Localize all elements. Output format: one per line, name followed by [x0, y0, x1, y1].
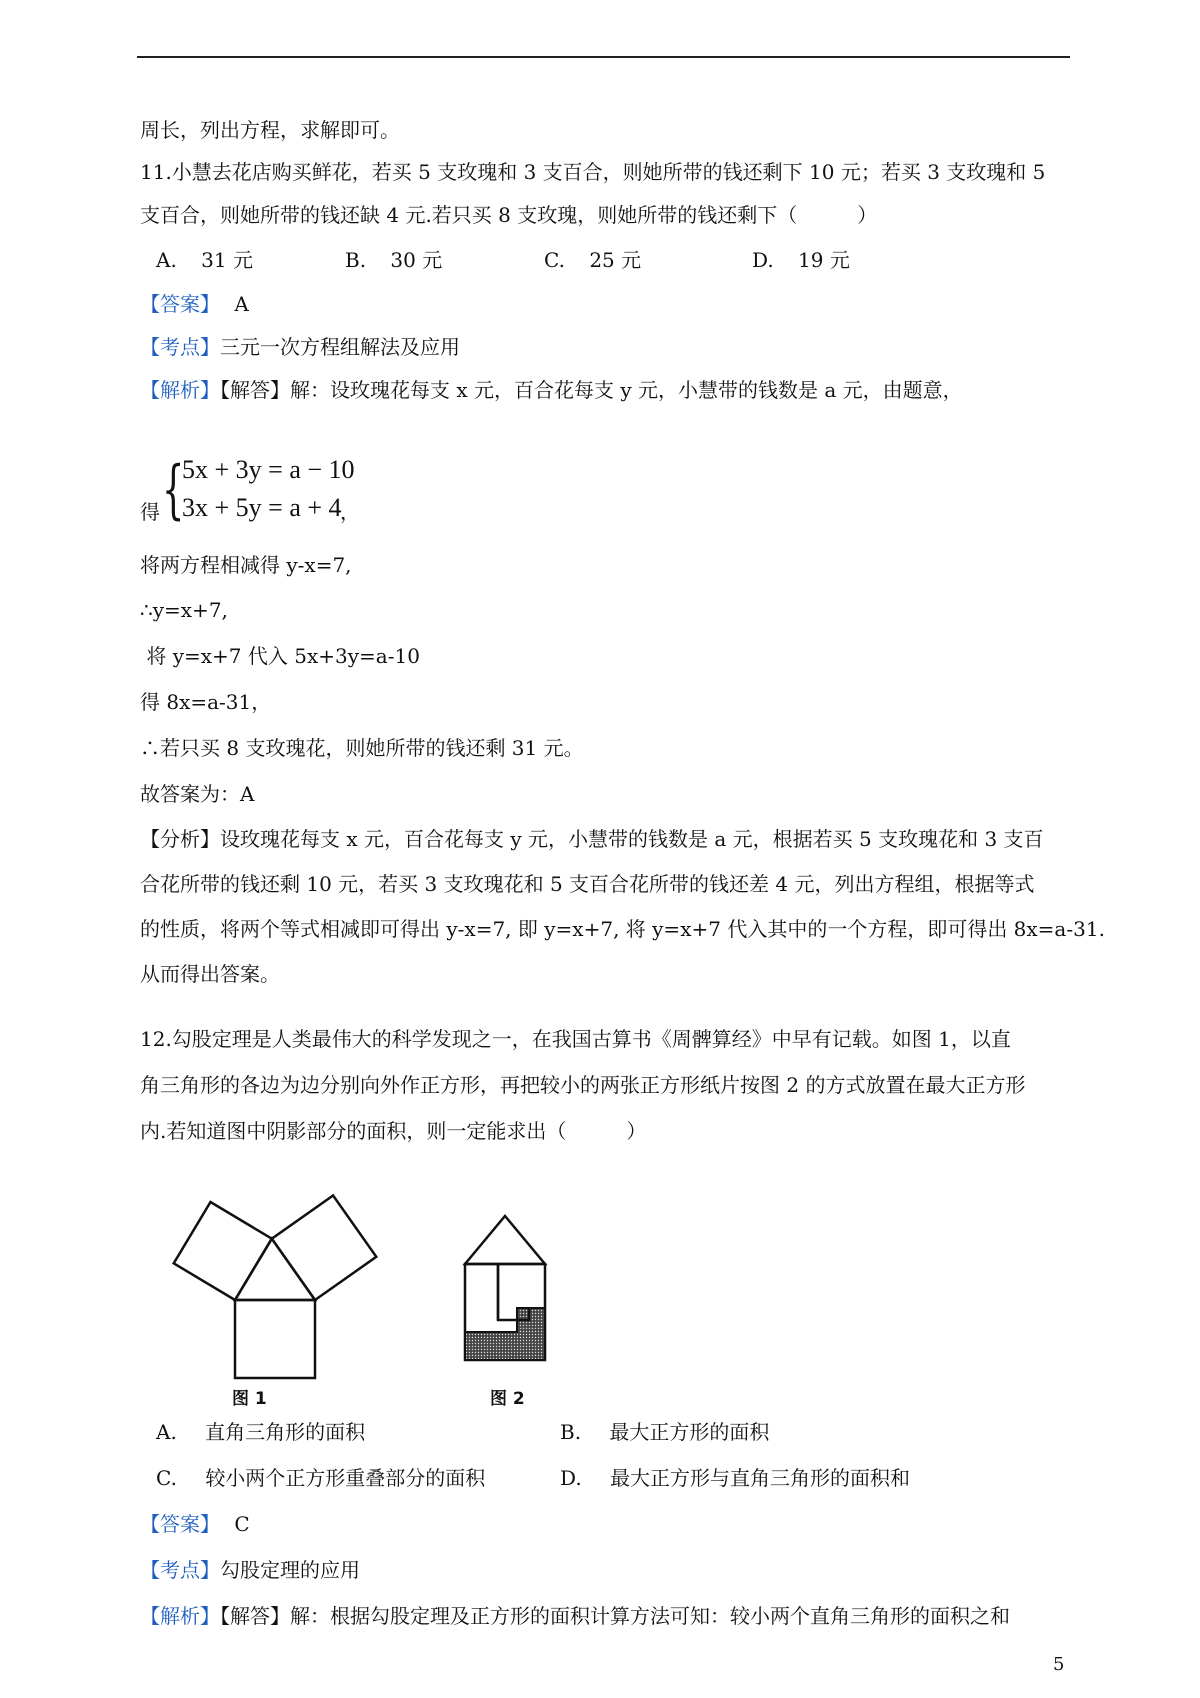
q11-step-1: 将两方程相减得 y-x=7,	[140, 553, 352, 577]
q11-option-d-text: 19 元	[798, 248, 850, 272]
q11-option-d	[752, 248, 850, 272]
q11-analysis-tag: 【解析】	[140, 378, 220, 402]
q11-option-a-text: 31 元	[201, 248, 253, 272]
q12-stem-line1: 12.勾股定理是人类最伟大的科学发现之一，在我国古算书《周髀算经》中早有记载。如图 1，以直	[140, 1027, 1011, 1051]
q11-option-c-text: 25 元	[589, 248, 642, 272]
header-rule	[137, 56, 1070, 58]
equation-2: 3x + 5y = a + 4	[182, 493, 342, 522]
q11-option-b-letter: B.	[345, 248, 367, 272]
q11-step-6: 故答案为：A	[140, 782, 255, 806]
q12-option-b-letter: B.	[560, 1420, 582, 1444]
q12-option-d-text: 最大正方形与直角三角形的面积和	[610, 1466, 911, 1490]
q11-fenxi-text1: 设玫瑰花每支 x 元，百合花每支 y 元，小慧带的钱数是 a 元，根据若买 5 支玫瑰花和 3 支百	[220, 827, 1044, 851]
q12-option-c-text: 较小两个正方形重叠部分的面积	[205, 1466, 486, 1490]
q11-option-b	[345, 248, 442, 272]
q11-option-b-text: 30 元	[390, 248, 443, 272]
q11-answer	[140, 292, 249, 316]
q11-fenxi-line3: 的性质，将两个等式相减即可得出 y-x=7, 即 y=x+7, 将 y=x+7 代入其中的一个方程，即可得出 8x=a-31.	[140, 917, 1105, 941]
q11-step-3: 将 y=x+7 代入 5x+3y=a-10	[140, 644, 420, 668]
q11-fenxi-tag: 【分析】	[140, 827, 220, 851]
q11-de-label: 得	[140, 500, 160, 524]
q12-option-d-letter: D.	[560, 1466, 582, 1490]
q11-option-a-letter: A.	[156, 248, 177, 272]
equation-brace: {	[162, 453, 185, 527]
q11-option-a	[156, 248, 253, 272]
q11-fenxi-line2: 合花所带的钱还剩 10 元，若买 3 支玫瑰花和 5 支百合花所带的钱还差 4 元，列出方程组，根据等式	[140, 872, 1035, 896]
q12-stem-line2: 角三角形的各边为边分别向外作正方形，再把较小的两张正方形纸片按图 2 的方式放置在最大正方形	[140, 1073, 1026, 1097]
prev-solution-tail: 周长，列出方程，求解即可。	[140, 118, 400, 142]
equation-comma: ，	[340, 500, 360, 524]
q12-option-a-letter: A.	[156, 1420, 177, 1444]
q11-fenxi-line4: 从而得出答案。	[140, 962, 280, 986]
q11-point	[140, 335, 460, 359]
q11-step-4: 得 8x=a-31，	[140, 690, 272, 714]
q12-option-c	[156, 1466, 485, 1490]
q11-option-c-letter: C.	[544, 248, 565, 272]
q11-option-c	[544, 248, 641, 272]
q11-analysis	[140, 378, 963, 402]
q12-answer	[140, 1512, 250, 1536]
figure-2	[462, 1210, 562, 1380]
q11-analysis-intro: 【解答】解：设玫瑰花每支 x 元，百合花每支 y 元，小慧带的钱数是 a 元，由题意，	[220, 378, 963, 402]
q12-point-tag: 【考点】	[140, 1558, 220, 1582]
figure-1	[160, 1160, 470, 1380]
q12-option-b	[560, 1420, 769, 1444]
q11-step-5: ∴若只买 8 支玫瑰花，则她所带的钱还剩 31 元。	[140, 736, 584, 760]
q12-option-d	[560, 1466, 910, 1490]
q12-option-a	[156, 1420, 365, 1444]
q11-point-text: 三元一次方程组解法及应用	[220, 335, 460, 359]
page-number: 5	[1053, 1654, 1065, 1675]
q11-answer-tag: 【答案】	[140, 292, 220, 316]
q11-option-d-letter: D.	[752, 248, 774, 272]
q12-answer-tag: 【答案】	[140, 1512, 220, 1536]
q12-stem-line3: 内.若知道图中阴影部分的面积，则一定能求出（ ）	[140, 1119, 647, 1143]
q11-stem-line1: 11.小慧去花店购买鲜花，若买 5 支玫瑰和 3 支百合，则她所带的钱还剩下 10 元；若买 3 支玫瑰和 5	[140, 160, 1046, 184]
q12-analysis-intro: 【解答】解：根据勾股定理及正方形的面积计算方法可知：较小两个直角三角形的面积之和	[220, 1604, 1010, 1628]
q11-step-2: ∴y=x+7,	[140, 598, 228, 622]
q11-point-tag: 【考点】	[140, 335, 220, 359]
q12-answer-value: C	[234, 1512, 250, 1536]
q12-option-c-letter: C.	[156, 1466, 177, 1490]
q12-option-a-text: 直角三角形的面积	[205, 1420, 366, 1444]
figure-1-label: 图 1	[232, 1389, 267, 1409]
q11-stem-line2: 支百合，则她所带的钱还缺 4 元.若只买 8 支玫瑰，则她所带的钱还剩下（ ）	[140, 203, 878, 227]
equation-1: 5x + 3y = a − 10	[182, 455, 355, 484]
q12-point	[140, 1558, 360, 1582]
q12-point-text: 勾股定理的应用	[220, 1558, 360, 1582]
q12-option-b-text: 最大正方形的面积	[609, 1420, 770, 1444]
q12-analysis-tag: 【解析】	[140, 1604, 220, 1628]
q12-analysis	[140, 1604, 1010, 1628]
figure-2-label: 图 2	[490, 1389, 525, 1409]
q11-answer-value: A	[234, 292, 249, 316]
q11-fenxi-line1	[140, 827, 1044, 851]
